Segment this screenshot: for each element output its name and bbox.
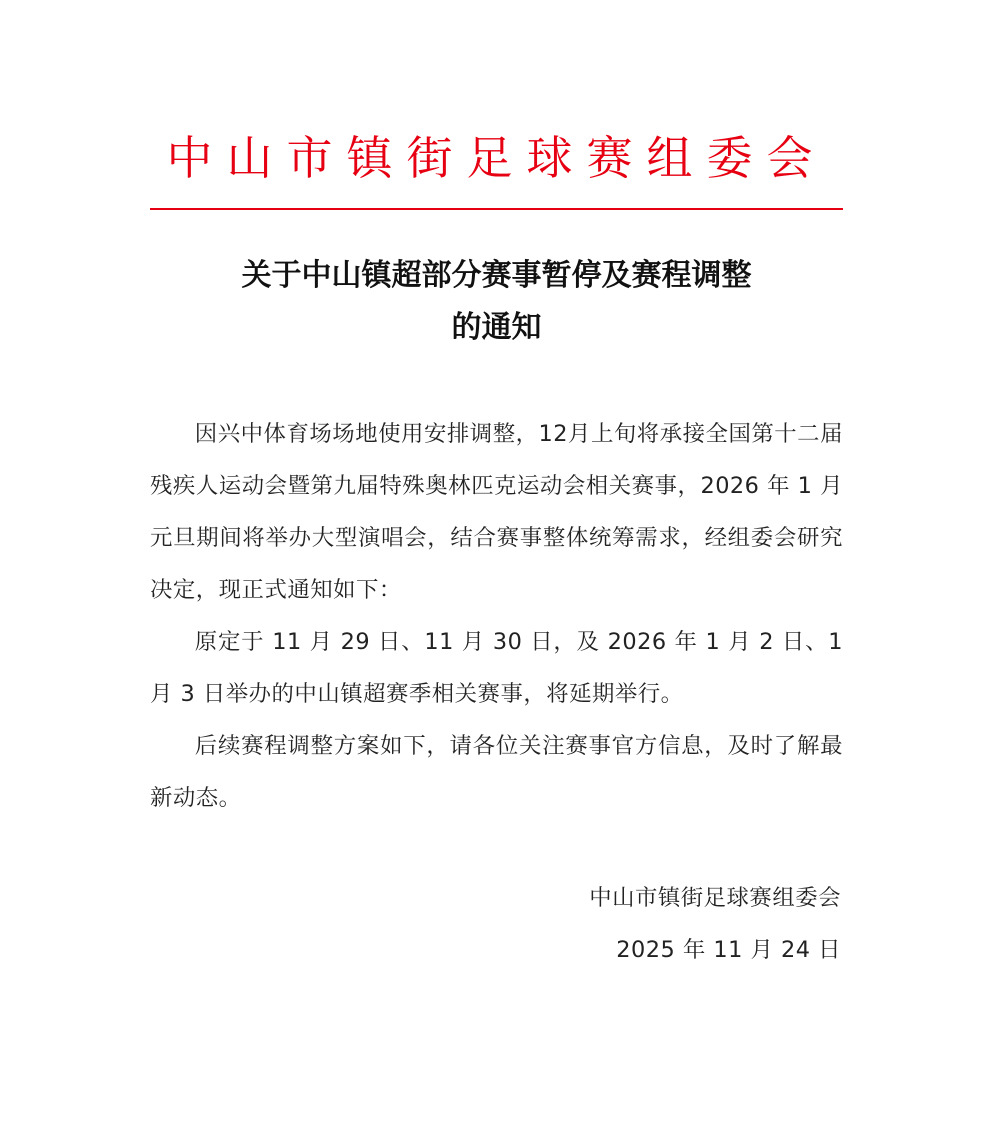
body-paragraph-2: 原定于 11 月 29 日、11 月 30 日，及 2026 年 1 月 2 日、1 月 3 日举办的中山镇超赛季相关赛事，将延期举行。: [150, 629, 843, 707]
notice-title: [150, 250, 843, 354]
signature-block: [589, 872, 841, 976]
signature-date: 2025 年 11 月 24 日: [616, 937, 841, 963]
body-paragraph-1: 因兴中体育场场地使用安排调整，12月上旬将承接全国第十二届残疾人运动会暨第九届特殊奥林匹克运动会相关赛事，2026 年 1 月元旦期间将举办大型演唱会，结合赛事整体统筹需求，经组委会研究决定，现正式通知如下：: [150, 421, 843, 603]
signature-issuer: 中山市镇街足球赛组委会: [589, 885, 841, 911]
body-paragraph-3: 后续赛程调整方案如下，请各位关注赛事官方信息，及时了解最新动态。: [150, 733, 843, 811]
letterhead-title: 中山市镇街足球赛组委会: [166, 131, 827, 185]
notice-title-line-1: 关于中山镇超部分赛事暂停及赛程调整: [241, 258, 752, 293]
letterhead-red-rule: [150, 208, 843, 210]
notice-title-line-2: 的通知: [451, 310, 542, 345]
notice-body: [150, 408, 843, 824]
